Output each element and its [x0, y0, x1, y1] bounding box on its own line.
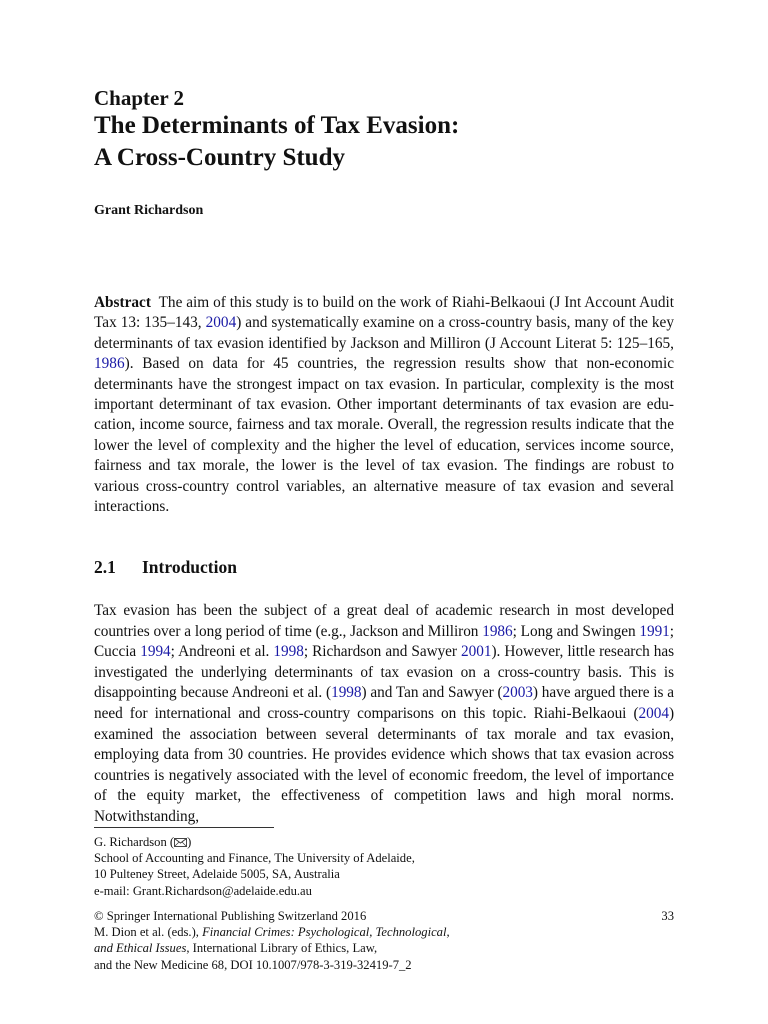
- author-affiliation: [94, 834, 415, 899]
- editors: M. Dion et al. (eds.),: [94, 925, 203, 940]
- text-run: ). Based on data for 45 countries, the regression results show that non-economic determinants have the strongest impact on tax evasion. In particular, complexity is the most important determinant of tax evasion. Other important determinants of tax evasion are education, income source, fairness and tax morale. Overall, the regression results indicate that the lower the level of complexity and the higher the level of education, services income source, fairness and tax morale, the lower is the level of tax evasion. The findings are robust to various cross-country control variables, an alternative measure of tax evasion and several interactions.: [94, 355, 674, 516]
- chapter-title-line-2: A Cross-Country Study: [94, 144, 345, 171]
- page-number: 33: [661, 909, 674, 923]
- text-run: ) and systematically examine on a cross-country basis, many of the key determinants of tax evasion identified by Jackson and Milliron (J Account Literat 5: 125–165,: [94, 314, 674, 352]
- citation-link[interactable]: 1986: [94, 355, 125, 373]
- citation-link[interactable]: 2004: [205, 314, 237, 332]
- doi-line: and the New Medicine 68, DOI 10.1007/978-3-319-32419-7_2: [94, 957, 412, 972]
- text-run: ) have argued there is a need for international and cross-country comparisons on this topic. Riahi-Belkaoui (: [94, 684, 674, 722]
- citation-link[interactable]: 1991: [639, 622, 670, 640]
- chapter-title-line-1: The Determinants of Tax Evasion:: [94, 112, 460, 139]
- text-run: ; Long and Swingen: [512, 622, 640, 640]
- section-number: 2.1: [94, 557, 116, 577]
- text-run: The aim of this study is to build on the work of Riahi-Belkaoui (J Int Account Audit Tax 13: 135–143,: [94, 294, 674, 332]
- book-title-part-1: Financial Crimes: Psychological, Technological,: [202, 925, 450, 940]
- affiliation-name-close: ): [187, 835, 192, 849]
- footnote-divider: [94, 827, 274, 828]
- citation-link[interactable]: 1998: [273, 643, 304, 661]
- book-line-1: [94, 924, 674, 940]
- text-run: ; Andreoni et al.: [170, 643, 274, 661]
- affiliation-school: School of Accounting and Finance, The University of Adelaide,: [94, 851, 415, 866]
- abstract: [94, 293, 674, 517]
- text-run: ) and Tan and Sawyer (: [361, 684, 503, 702]
- section-heading: [94, 557, 237, 578]
- publisher-info: [94, 908, 674, 973]
- text-run: ; Richardson and Sawyer: [303, 643, 462, 661]
- chapter-title: [94, 110, 459, 174]
- text-run: ). However, little research has investigated the underlying determinants of tax evasion on a cross-country basis. This is disappointing because Andreoni et al. (: [94, 643, 675, 702]
- book-line-2: [94, 940, 674, 956]
- text-run: ; Cuccia: [94, 622, 674, 661]
- citation-link[interactable]: 2001: [461, 643, 492, 661]
- affiliation-address: 10 Pulteney Street, Adelaide 5005, SA, Australia: [94, 867, 340, 882]
- copyright-line: © Springer International Publishing Switzerland 2016: [94, 909, 367, 923]
- series-part-1: , International Library of Ethics, Law,: [186, 941, 378, 956]
- text-run: ) examined the association between several determinants of tax morale and tax evasion, employing data from 30 countries. He provides evidence which shows that tax evasion across countries is negatively associated with the level of economic freedom, the level of importance of the equity market, the effectiveness of competition laws and high moral norms. Notwithstanding,: [94, 704, 674, 825]
- abstract-label: Abstract: [94, 294, 151, 311]
- citation-link[interactable]: 1998: [331, 684, 362, 702]
- author-name: Grant Richardson: [94, 203, 204, 218]
- abstract-body: [94, 294, 674, 515]
- citation-link[interactable]: 2003: [502, 684, 533, 702]
- book-title-part-2: and Ethical Issues: [94, 941, 187, 956]
- text-run: Tax evasion has been the subject of a great deal of academic research in most developed countries over a long period of time (e.g., Jackson and Milliron: [94, 602, 674, 640]
- citation-link[interactable]: 1994: [140, 643, 171, 661]
- citation-link[interactable]: 1986: [482, 622, 513, 640]
- intro-paragraph: [94, 601, 674, 828]
- affiliation-email[interactable]: e-mail: Grant.Richardson@adelaide.edu.au: [94, 883, 312, 898]
- chapter-label: Chapter 2: [94, 86, 185, 110]
- affiliation-name: G. Richardson (: [94, 835, 175, 849]
- citation-link[interactable]: 2004: [638, 704, 669, 722]
- envelope-icon[interactable]: [174, 838, 187, 847]
- affiliation-name-line: [94, 834, 415, 850]
- section-title: Introduction: [142, 557, 237, 577]
